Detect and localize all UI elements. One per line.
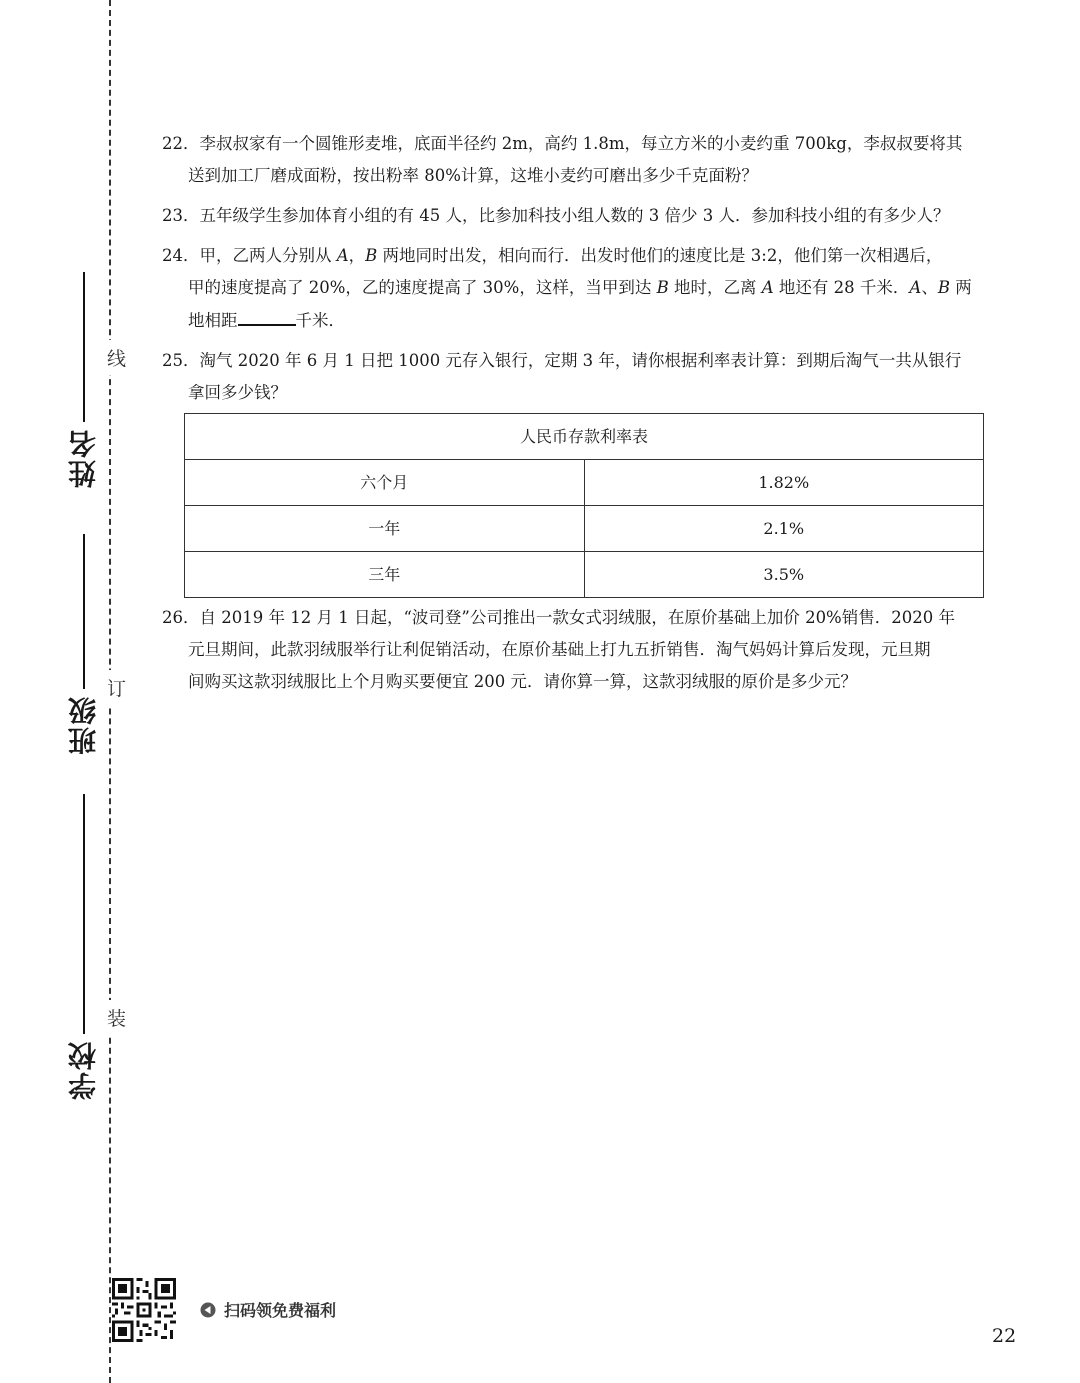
- q24-text: 甲的速度提高了 20%，乙的速度提高了 30%，这样，当甲到达: [188, 278, 657, 297]
- q24-text: 地还有 28 千米．: [773, 278, 910, 297]
- question-22-line1: 22．李叔叔家有一个圆锥形麦堆，底面半径约 2m，高约 1.8m，每立方米的小麦约重 700kg，李叔叔要将其: [162, 134, 963, 153]
- q24-text: 千米．: [295, 311, 345, 330]
- question-26-line2: 元旦期间，此款羽绒服举行让利促销活动，在原价基础上打九五折销售．淘气妈妈计算后发现，元旦期: [188, 640, 931, 659]
- q24-var-a: A: [909, 278, 922, 297]
- table-row: [185, 552, 984, 598]
- question-26-line1: 26．自 2019 年 12 月 1 日起，“波司登”公司推出一款女式羽绒服，在原价基础上加价 20%销售．2020 年: [162, 608, 955, 627]
- table-row: [185, 460, 984, 506]
- q24-text: 、: [921, 278, 938, 297]
- question-list: [162, 128, 984, 706]
- rate-term: 三年: [185, 552, 585, 598]
- margin-label-bind: 订: [107, 670, 126, 705]
- q24-text: 地相距: [188, 311, 238, 330]
- class-field-label: 班级: [67, 695, 100, 755]
- q24-text: 两: [949, 278, 972, 297]
- question-23-line1: 23．五年级学生参加体育小组的有 45 人，比参加科技小组人数的 3 倍少 3 人．参加科技小组的有多少人？: [162, 206, 950, 225]
- school-field-underline: [83, 794, 85, 1034]
- qr-code-icon[interactable]: [112, 1278, 176, 1342]
- rate-value: 3.5%: [584, 552, 984, 598]
- q24-text: 地时，乙离: [668, 278, 762, 297]
- q24-var-b: B: [937, 278, 950, 297]
- q24-text: 两地同时出发，相向而行．出发时他们的速度比是 3:2，他们第一次相遇后，: [377, 246, 943, 265]
- school-field-label: 学校: [67, 1040, 100, 1100]
- q24-var-a: A: [761, 278, 774, 297]
- rate-table-title: 人民币存款利率表: [185, 414, 984, 460]
- page-number: 22: [992, 1325, 1017, 1347]
- name-field-underline: [83, 272, 85, 422]
- question-26: [162, 602, 984, 698]
- rate-value: 1.82%: [584, 460, 984, 506]
- rate-term: 六个月: [185, 460, 585, 506]
- rate-value: 2.1%: [584, 506, 984, 552]
- school-field[interactable]: [64, 790, 104, 1100]
- margin-label-stitch: 装: [107, 1000, 126, 1035]
- q24-var-b: B: [656, 278, 669, 297]
- question-24-line3: [162, 304, 984, 337]
- question-26-line3: 间购买这款羽绒服比上个月购买要便宜 200 元．请你算一算，这款羽绒服的原价是多少元？: [188, 672, 857, 691]
- question-25-line1: 25．淘气 2020 年 6 月 1 日把 1000 元存入银行，定期 3 年，请你根据利率表计算：到期后淘气一共从银行: [162, 351, 962, 370]
- class-field-underline: [83, 534, 85, 689]
- rate-table: [184, 413, 984, 598]
- question-22-line2: 送到加工厂磨成面粉，按出粉率 80%计算，这堆小麦约可磨出多少千克面粉？: [188, 166, 758, 185]
- promo-text: 扫码领免费福利: [224, 1301, 337, 1320]
- answer-blank[interactable]: [238, 304, 296, 326]
- name-field-label: 姓名: [67, 428, 100, 488]
- q24-var-a: A: [336, 246, 349, 265]
- play-left-icon: [200, 1302, 216, 1318]
- q24-text: 24．甲，乙两人分别从: [162, 246, 337, 265]
- name-field[interactable]: [64, 268, 104, 488]
- q24-text: ，: [348, 246, 366, 265]
- question-24: [162, 240, 984, 337]
- question-24-line2: [162, 272, 984, 304]
- question-22: [162, 128, 984, 192]
- table-row: [185, 506, 984, 552]
- class-field[interactable]: [64, 530, 104, 755]
- promo-link[interactable]: [200, 1298, 336, 1321]
- margin-label-line: 线: [107, 340, 126, 375]
- question-25-line2: 拿回多少钱？: [188, 383, 287, 402]
- question-25: [162, 345, 984, 409]
- question-23: [162, 200, 984, 232]
- rate-term: 一年: [185, 506, 585, 552]
- q24-var-b: B: [365, 246, 378, 265]
- rate-table-title-row: [185, 414, 984, 460]
